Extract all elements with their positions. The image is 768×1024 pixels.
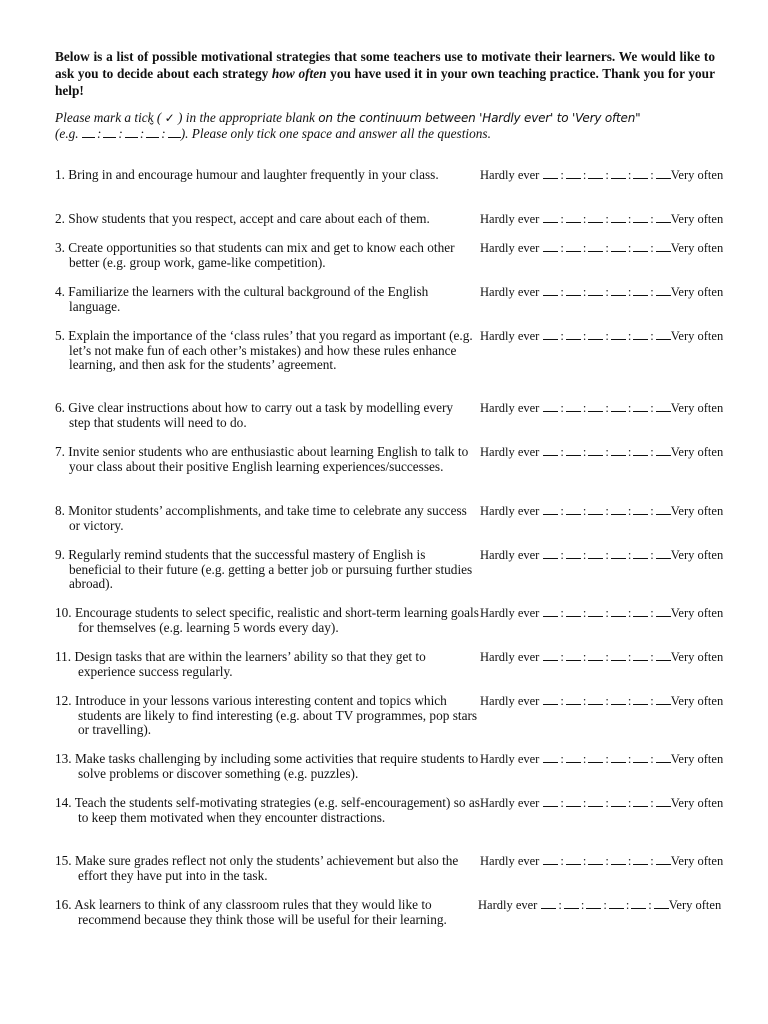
scale-separator: : [650, 694, 654, 708]
scale-separator: : [560, 212, 564, 226]
scale-blank[interactable] [656, 401, 671, 412]
scale-blank[interactable] [566, 168, 581, 179]
scale-separator: : [650, 606, 654, 620]
scale-separator: : [560, 854, 564, 868]
scale-label-hardly-ever: Hardly ever [480, 796, 540, 810]
intro-emphasis: how often [271, 66, 327, 81]
scale-separator: : [560, 329, 564, 343]
scale-separator: : [627, 548, 632, 562]
scale-blank[interactable] [566, 329, 581, 340]
scale-separator: : [560, 650, 564, 664]
scale-blank[interactable] [654, 898, 669, 909]
scale-label-hardly-ever: Hardly ever [480, 606, 540, 620]
scale-label-very-often: Very often [670, 504, 724, 518]
scale-blank[interactable] [633, 694, 648, 705]
scale-blank[interactable] [543, 329, 558, 340]
scale-label-hardly-ever: Hardly ever [480, 212, 540, 226]
scale-blank[interactable] [588, 212, 603, 223]
frequency-scale [480, 212, 723, 227]
scale-blank[interactable] [588, 796, 603, 807]
question-text: 8. Monitor students’ accomplishments, and take time to celebrate any success or victory. [55, 503, 467, 533]
scale-blank[interactable] [543, 606, 558, 617]
frequency-scale [480, 548, 723, 563]
scale-separator: : [582, 329, 587, 343]
scale-separator: : [582, 548, 587, 562]
scale-separator: : [627, 329, 632, 343]
scale-separator: : [603, 898, 607, 912]
frequency-scale [480, 285, 723, 300]
example-blank [125, 127, 138, 138]
scale-blank[interactable] [656, 694, 671, 705]
scale-blank[interactable] [656, 752, 671, 763]
scale-separator: : [627, 854, 632, 868]
question-text: 15. Make sure grades reflect not only the students’ achievement but also the effort they have put into in the task. [55, 853, 459, 883]
scale-blank[interactable] [611, 796, 626, 807]
scale-separator: : [560, 752, 564, 766]
scale-blank[interactable] [588, 548, 603, 559]
scale-separator: : [560, 285, 564, 299]
question-text: 14. Teach the students self-motivating strategies (e.g. self-encouragement) so as to keep them motivated when they encounter distractions. [55, 795, 480, 825]
scale-label-hardly-ever: Hardly ever [480, 694, 540, 708]
scale-separator: : [650, 796, 654, 810]
scale-blank[interactable] [633, 504, 648, 515]
scale-separator: : [605, 752, 609, 766]
scale-separator: : [650, 854, 654, 868]
scale-blank[interactable] [611, 752, 626, 763]
scale-blank[interactable] [566, 285, 581, 296]
scale-separator: : [582, 694, 587, 708]
scale-blank[interactable] [588, 854, 603, 865]
scale-blank[interactable] [656, 606, 671, 617]
scale-blank[interactable] [566, 650, 581, 661]
scale-label-hardly-ever: Hardly ever [480, 752, 540, 766]
scale-blank[interactable] [543, 694, 558, 705]
scale-separator: : [582, 796, 587, 810]
frequency-scale [480, 401, 723, 416]
scale-label-very-often: Very often [670, 329, 724, 343]
scale-blank[interactable] [633, 212, 648, 223]
scale-blank[interactable] [656, 285, 671, 296]
scale-separator: : [650, 752, 654, 766]
scale-blank[interactable] [611, 168, 626, 179]
scale-blank[interactable] [543, 285, 558, 296]
question-text: 13. Make tasks challenging by including some activities that require students to solve problems or discover something (e.g. puzzles). [55, 751, 479, 781]
scale-label-hardly-ever: Hardly ever [480, 401, 540, 415]
scale-separator: : [605, 650, 609, 664]
frequency-scale [480, 445, 723, 460]
scale-blank[interactable] [566, 212, 581, 223]
scale-separator: : [605, 401, 609, 415]
scale-blank[interactable] [611, 401, 626, 412]
scale-blank[interactable] [543, 504, 558, 515]
scale-blank[interactable] [611, 854, 626, 865]
scale-label-very-often: Very often [670, 241, 724, 255]
scale-blank[interactable] [588, 329, 603, 340]
scale-blank[interactable] [611, 650, 626, 661]
scale-separator: : [605, 694, 609, 708]
scale-separator: : [560, 694, 564, 708]
scale-separator: : [582, 445, 587, 459]
scale-separator: : [627, 650, 632, 664]
instructions-text-c: ). Please only tick one space and answer all the questions. [180, 126, 491, 141]
scale-blank[interactable] [633, 329, 648, 340]
scale-blank[interactable] [566, 504, 581, 515]
scale-label-very-often: Very often [670, 752, 724, 766]
scale-blank[interactable] [611, 212, 626, 223]
scale-blank[interactable] [566, 796, 581, 807]
scale-blank[interactable] [543, 796, 558, 807]
scale-separator: : [650, 548, 654, 562]
scale-blank[interactable] [609, 898, 624, 909]
scale-separator: : [650, 504, 654, 518]
scale-blank[interactable] [566, 854, 581, 865]
scale-separator: : [650, 241, 654, 255]
scale-separator: : [627, 752, 632, 766]
scale-separator: : [605, 548, 609, 562]
scale-blank[interactable] [611, 241, 626, 252]
scale-blank[interactable] [543, 854, 558, 865]
question-text: 7. Invite senior students who are enthusiastic about learning English to talk to your class about their positive English learning experiences/successes. [55, 444, 469, 474]
scale-blank[interactable] [656, 329, 671, 340]
scale-separator: : [560, 241, 564, 255]
scale-blank[interactable] [588, 401, 603, 412]
scale-blank[interactable] [588, 650, 603, 661]
scale-separator: : [560, 796, 564, 810]
question-text: 11. Design tasks that are within the learners’ ability so that they get to experience success regularly. [55, 649, 426, 679]
example-blank [103, 127, 116, 138]
scale-label-very-often: Very often [670, 285, 724, 299]
question-text: 9. Regularly remind students that the successful mastery of English is beneficial to their future (e.g. getting a better job or pursuing further studies abroad). [55, 547, 473, 592]
scale-label-very-often: Very often [670, 694, 724, 708]
scale-blank[interactable] [633, 752, 648, 763]
scale-blank[interactable] [566, 548, 581, 559]
scale-label-hardly-ever: Hardly ever [480, 854, 540, 868]
scale-separator: : [560, 445, 564, 459]
scale-blank[interactable] [656, 212, 671, 223]
question-text: 4. Familiarize the learners with the cultural background of the English language. [55, 284, 429, 314]
question-text: 6. Give clear instructions about how to carry out a task by modelling every step that students will need to do. [55, 400, 454, 430]
scale-label-very-often: Very often [670, 606, 724, 620]
scale-separator: : [582, 212, 587, 226]
scale-separator: : [650, 401, 654, 415]
scale-blank[interactable] [633, 650, 648, 661]
frequency-scale [478, 898, 721, 913]
scale-separator: : [627, 241, 632, 255]
scale-blank[interactable] [566, 694, 581, 705]
scale-blank[interactable] [541, 898, 556, 909]
instructions-text-a: Please mark a tick ( [55, 110, 165, 125]
scale-separator: : [627, 606, 632, 620]
scale-blank[interactable] [611, 329, 626, 340]
scale-separator: : [605, 854, 609, 868]
scale-blank[interactable] [656, 504, 671, 515]
scale-separator: : [558, 898, 562, 912]
scale-separator: : [605, 445, 609, 459]
scale-label-hardly-ever: Hardly ever [480, 329, 540, 343]
scale-separator: : [650, 650, 654, 664]
scale-separator: : [582, 752, 587, 766]
scale-separator: : [625, 898, 630, 912]
scale-label-hardly-ever: Hardly ever [480, 504, 540, 518]
example-prefix: (e.g. [55, 126, 82, 141]
scale-separator: : [605, 796, 609, 810]
scale-separator: : [605, 606, 609, 620]
scale-blank[interactable] [543, 401, 558, 412]
scale-blank[interactable] [656, 445, 671, 456]
frequency-scale [480, 650, 723, 665]
scale-blank[interactable] [588, 168, 603, 179]
scale-separator: : [582, 285, 587, 299]
scale-label-very-often: Very often [670, 445, 724, 459]
instructions-handwritten: on the continuum between 'Hardly ever' to 'Very often" [318, 111, 641, 125]
scale-separator: : [627, 168, 632, 182]
scale-blank[interactable] [633, 606, 648, 617]
question-text: 12. Introduce in your lessons various interesting content and topics which students are likely to find interesting (e.g. about TV programmes, pop stars or travelling). [55, 693, 478, 738]
scale-label-very-often: Very often [670, 212, 724, 226]
example-checked-blank [146, 127, 159, 138]
scale-blank[interactable] [543, 650, 558, 661]
scale-blank[interactable] [611, 694, 626, 705]
scale-blank[interactable] [611, 445, 626, 456]
scale-separator: : [627, 212, 632, 226]
scale-separator: : [605, 329, 609, 343]
scale-blank[interactable] [656, 796, 671, 807]
scale-blank[interactable] [633, 401, 648, 412]
scale-blank[interactable] [656, 650, 671, 661]
scale-label-very-often: Very often [670, 796, 724, 810]
scale-blank[interactable] [543, 548, 558, 559]
scale-blank[interactable] [633, 285, 648, 296]
scale-blank[interactable] [543, 241, 558, 252]
frequency-scale [480, 241, 723, 256]
scale-separator: : [582, 504, 587, 518]
intro-text-part2: you have used it in your own teaching practice. Thank you for your help! [55, 66, 715, 98]
tick-icon: ✓ [164, 111, 175, 125]
scale-label-very-often: Very often [670, 168, 724, 182]
scale-separator: : [582, 168, 587, 182]
frequency-scale [480, 168, 723, 183]
scale-blank[interactable] [588, 285, 603, 296]
example-blank [82, 127, 95, 138]
frequency-scale [480, 694, 723, 709]
scale-separator: : [648, 898, 652, 912]
scale-label-very-often: Very often [670, 650, 724, 664]
scale-separator: : [582, 854, 587, 868]
scale-separator: : [582, 650, 587, 664]
scale-blank[interactable] [611, 606, 626, 617]
question-text: 3. Create opportunities so that students can mix and get to know each other better (e.g. group work, game-like competition). [55, 240, 455, 270]
scale-blank[interactable] [656, 854, 671, 865]
scale-blank[interactable] [633, 168, 648, 179]
scale-blank[interactable] [566, 606, 581, 617]
intro-paragraph [55, 48, 715, 99]
scale-blank[interactable] [631, 898, 646, 909]
scale-blank[interactable] [611, 504, 626, 515]
scale-blank[interactable] [543, 168, 558, 179]
scale-label-hardly-ever: Hardly ever [480, 650, 540, 664]
scale-separator: : [605, 504, 609, 518]
question-text: 16. Ask learners to think of any classroom rules that they would like to recommend because they think those will be useful for their learning. [55, 897, 447, 927]
scale-blank[interactable] [588, 241, 603, 252]
scale-blank[interactable] [656, 241, 671, 252]
scale-label-hardly-ever: Hardly ever [480, 548, 540, 562]
questionnaire-page [55, 48, 724, 927]
scale-label-hardly-ever: Hardly ever [480, 168, 540, 182]
scale-blank[interactable] [633, 796, 648, 807]
scale-separator: : [582, 241, 587, 255]
scale-blank[interactable] [611, 548, 626, 559]
scale-blank[interactable] [566, 241, 581, 252]
scale-label-hardly-ever: Hardly ever [478, 898, 538, 912]
question-text: 2. Show students that you respect, accept and care about each of them. [55, 211, 430, 226]
scale-blank[interactable] [543, 445, 558, 456]
scale-separator: : [580, 898, 585, 912]
intro-text-part1: Below is a list of possible motivational strategies that some teachers use to motivate their learners. We would like to ask you to decide about each strategy [55, 49, 715, 81]
scale-blank[interactable] [656, 168, 671, 179]
scale-separator: : [560, 548, 564, 562]
scale-blank[interactable] [588, 752, 603, 763]
scale-blank[interactable] [566, 445, 581, 456]
question-text: 10. Encourage students to select specific, realistic and short-term learning goals for themselves (e.g. learning 5 words every day). [55, 605, 479, 635]
scale-blank[interactable] [564, 898, 579, 909]
scale-blank[interactable] [633, 854, 648, 865]
frequency-scale [480, 606, 723, 621]
scale-separator: : [605, 285, 609, 299]
scale-label-hardly-ever: Hardly ever [480, 241, 540, 255]
scale-separator: : [582, 401, 587, 415]
scale-label-hardly-ever: Hardly ever [480, 285, 540, 299]
scale-blank[interactable] [656, 548, 671, 559]
question-text: 5. Explain the importance of the ‘class rules’ that you regard as important (e.g. let’s not make fun of each other’s mistakes) and how these rules enhance learning, and then ask for the students’ agreement. [55, 328, 473, 373]
scale-blank[interactable] [566, 752, 581, 763]
scale-separator: : [605, 168, 609, 182]
scale-separator: : [650, 285, 654, 299]
scale-blank[interactable] [588, 694, 603, 705]
scale-blank[interactable] [588, 504, 603, 515]
scale-separator: : [627, 694, 632, 708]
scale-blank[interactable] [633, 548, 648, 559]
instructions-text-b: ) in the appropriate blank [174, 110, 319, 125]
scale-separator: : [560, 168, 564, 182]
question-text: 1. Bring in and encourage humour and laughter frequently in your class. [55, 167, 439, 182]
frequency-scale [480, 329, 723, 344]
scale-label-very-often: Very often [670, 854, 724, 868]
scale-separator: : [605, 212, 609, 226]
scale-separator: : [650, 168, 654, 182]
instructions: Please mark a tick ( ✓ ) in the appropriate blank on the continuum between 'Hardly ever' to 'Very often" (e.g. : : :ˇ : ). Please only tick one space and answer all the questions. [55, 110, 715, 141]
scale-separator: : [627, 504, 632, 518]
scale-separator: : [627, 401, 632, 415]
example-blank [168, 127, 181, 138]
scale-blank[interactable] [611, 285, 626, 296]
frequency-scale [480, 796, 723, 811]
frequency-scale [480, 504, 723, 519]
scale-blank[interactable] [633, 445, 648, 456]
scale-label-very-often: Very often [668, 898, 722, 912]
scale-label-very-often: Very often [670, 548, 724, 562]
frequency-scale [480, 752, 723, 767]
scale-separator: : [560, 606, 564, 620]
scale-separator: : [650, 329, 654, 343]
scale-separator: : [627, 796, 632, 810]
scale-separator: : [582, 606, 587, 620]
scale-blank[interactable] [588, 445, 603, 456]
scale-separator: : [627, 445, 632, 459]
scale-separator: : [650, 212, 654, 226]
scale-blank[interactable] [633, 241, 648, 252]
scale-separator: : [605, 241, 609, 255]
scale-blank[interactable] [588, 606, 603, 617]
scale-separator: : [627, 285, 632, 299]
frequency-scale [480, 854, 723, 869]
scale-label-very-often: Very often [670, 401, 724, 415]
scale-blank[interactable] [543, 212, 558, 223]
scale-blank[interactable] [543, 752, 558, 763]
scale-separator: : [560, 504, 564, 518]
scale-separator: : [560, 401, 564, 415]
scale-blank[interactable] [566, 401, 581, 412]
scale-separator: : [650, 445, 654, 459]
scale-label-hardly-ever: Hardly ever [480, 445, 540, 459]
scale-blank[interactable] [586, 898, 601, 909]
